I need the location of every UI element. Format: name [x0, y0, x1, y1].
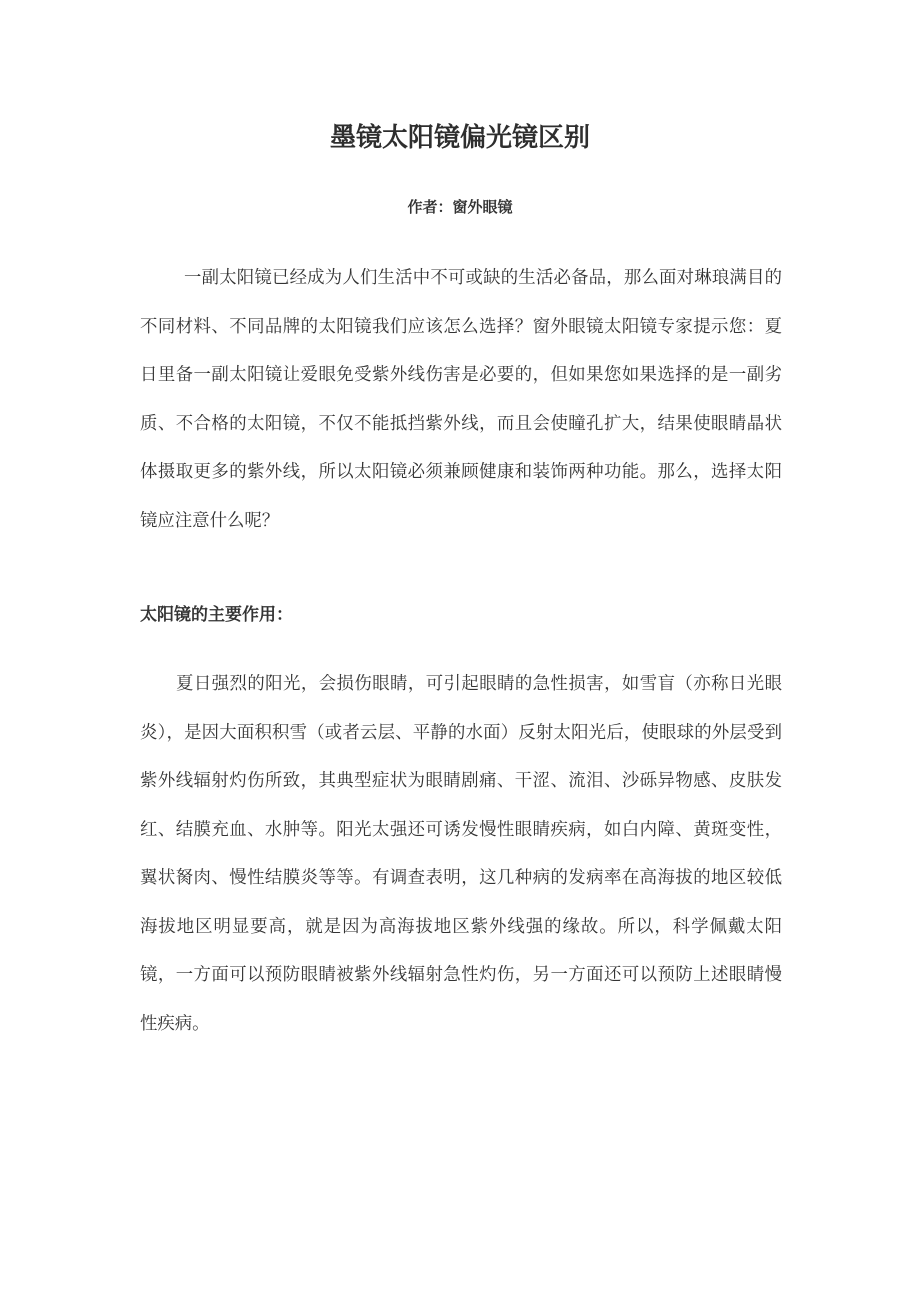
section-paragraph: 夏日强烈的阳光，会损伤眼睛，可引起眼睛的急性损害，如雪盲（亦称日光眼炎），是因大面积积雪（或者云层、平静的水面）反射太阳光后，使眼球的外层受到紫外线辐射灼伤所致，其典型症状为眼睛剧痛、干涩、流泪、沙砾异物感、皮肤发红、结膜充血、水肿等。阳光太强还可诱发慢性眼睛疾病，如白内障、黄斑变性，翼状胬肉、慢性结膜炎等等。有调查表明，这几种病的发病率在高海拔的地区较低海拔地区明显要高，就是因为高海拔地区紫外线强的缘故。所以，科学佩戴太阳镜，一方面可以预防眼睛被紫外线辐射急性灼伤，另一方面还可以预防上述眼睛慢性疾病。 [140, 674, 782, 1034]
section-heading: 太阳镜的主要作用： [140, 605, 293, 625]
document-title: 墨镜太阳镜偏光镜区别 [329, 123, 590, 153]
author-line: 作者：窗外眼镜 [407, 198, 513, 216]
intro-paragraph: 一副太阳镜已经成为人们生活中不可或缺的生活必备品，那么面对琳琅满目的不同材料、不同品牌的太阳镜我们应该怎么选择？窗外眼镜太阳镜专家提示您：夏日里备一副太阳镜让爱眼免受紫外线伤害是必要的，但如果您如果选择的是一副劣质、不合格的太阳镜，不仅不能抵挡紫外线，而且会使瞳孔扩大，结果使眼睛晶状体摄取更多的紫外线，所以太阳镜必须兼顾健康和装饰两种功能。那么，选择太阳镜应注意什么呢？ [140, 268, 782, 531]
